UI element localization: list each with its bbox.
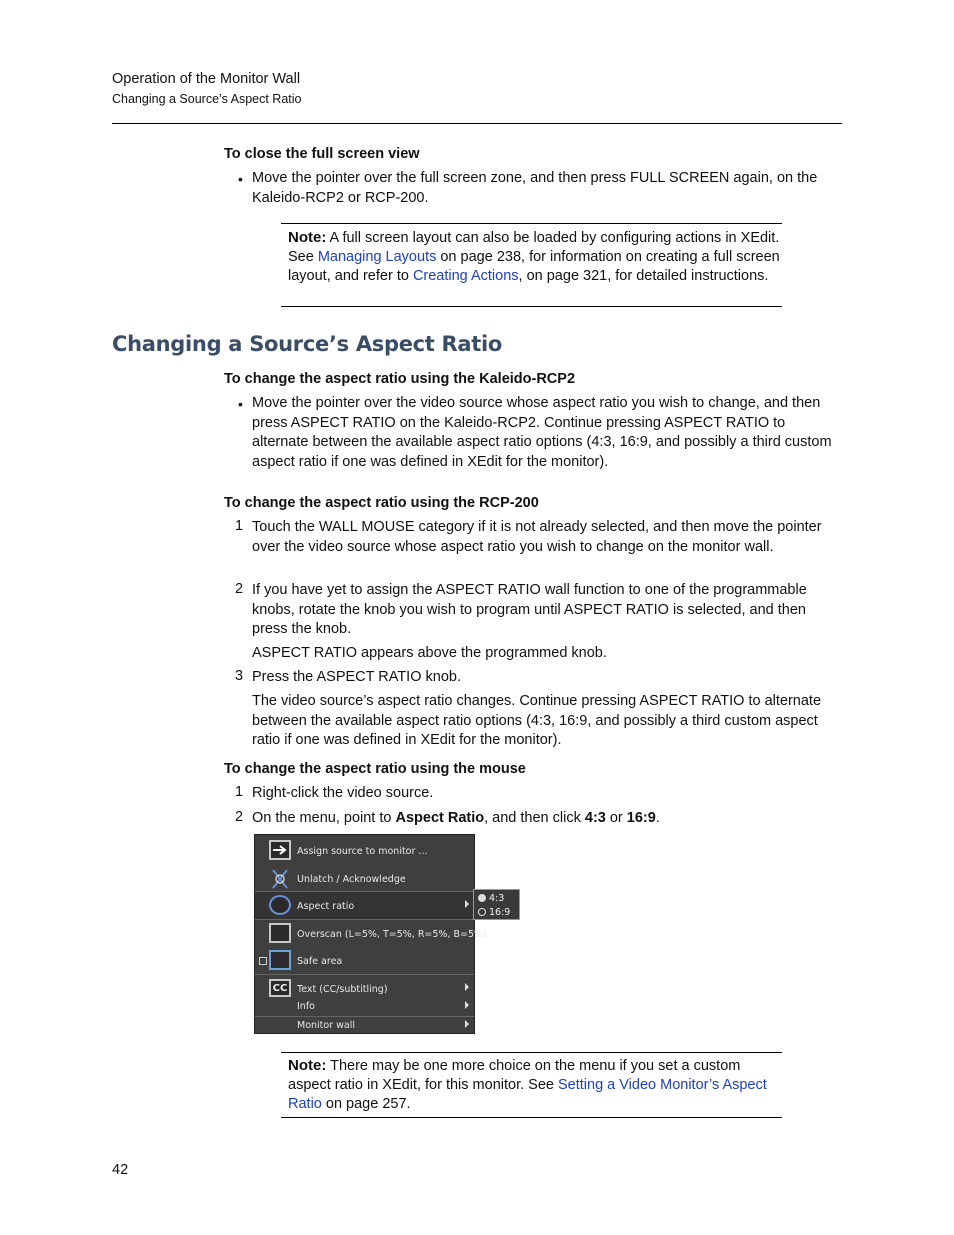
link-creating-actions[interactable]: Creating Actions (412, 268, 519, 284)
menu-item-overscan[interactable]: Overscan (L=5%, T=5%, R=5%, B=5%) (255, 920, 474, 947)
bullet-text: Move the pointer over the video source whose aspect ratio you wish to change, and then press ASPECT RATIO on the Kaleido-RCP2. Continue pressing ASPECT RATIO to alternate between the available aspect ratio options (4:3, 16:9, and possibly a third custom aspect ratio if one was defined in XEdit for the monitor). (252, 395, 832, 470)
submenu-arrow-icon (465, 900, 469, 908)
menu-item-safe-area[interactable]: Safe area (255, 947, 474, 974)
note-box (281, 1052, 782, 1118)
note-label: Note: (288, 1057, 327, 1074)
bullet-marker: • (238, 396, 243, 412)
menu-item-unlatch[interactable]: Unlatch / Acknowledge (255, 865, 474, 892)
step-text: Right-click the video source. (252, 785, 434, 801)
step-result: The video source’s aspect ratio changes. Continue pressing ASPECT RATIO to alternate between the available aspect ratio options (4:3, 16:9, and possibly a third custom aspect ratio if one was defined in XEdit for the monitor). (252, 693, 822, 748)
procedure-title-mouse: To change the aspect ratio using the mouse (224, 761, 526, 777)
submenu-arrow-icon (465, 1001, 469, 1009)
arrow-right-icon (269, 840, 291, 860)
page-number: 42 (112, 1162, 129, 1178)
procedure-title-rcp2: To change the aspect ratio using the Kaleido-RCP2 (224, 371, 576, 387)
step-number: 2 (235, 581, 244, 597)
note-label: Note: (288, 229, 327, 246)
menu-item-info[interactable]: Info (255, 997, 474, 1015)
step-text: Press the ASPECT RATIO knob. (252, 669, 461, 685)
step-text: On the menu, point to Aspect Ratio, and then click 4:3 or 16:9. (252, 810, 660, 826)
bullet-marker: • (238, 171, 243, 187)
menu-item-assign-source[interactable]: Assign source to monitor ... (255, 837, 474, 864)
procedure-title-rcp200: To change the aspect ratio using the RCP-200 (224, 495, 539, 511)
step-number: 1 (235, 518, 244, 534)
submenu-arrow-icon (465, 1020, 469, 1028)
running-header-section: Changing a Source’s Aspect Ratio (112, 92, 302, 106)
submenu-option-4-3[interactable]: 4:3 (478, 893, 504, 904)
overscan-icon (269, 923, 291, 943)
link-managing-layouts[interactable]: Managing Layouts (317, 249, 437, 265)
safe-area-icon (269, 950, 291, 970)
step-number: 2 (235, 809, 244, 825)
aspect-ratio-icon (269, 895, 291, 915)
procedure-title-close-full-screen: To close the full screen view (224, 146, 420, 162)
note-text: Note: There may be one more choice on the menu if you set a custom aspect ratio in XEdit, for this monitor. See Setting a Video Monitor’s Aspect Ratio on page 257. (288, 1057, 767, 1112)
aspect-ratio-submenu (473, 889, 520, 920)
step-result: ASPECT RATIO appears above the programmed knob. (252, 645, 607, 661)
menu-item-aspect-ratio[interactable]: Aspect ratio (255, 892, 474, 919)
unlatch-icon (269, 868, 291, 888)
radio-selected-icon (478, 894, 486, 902)
bullet-text: Move the pointer over the full screen zone, and then press FULL SCREEN again, on the Kaleido-RCP2 or RCP-200. (252, 170, 818, 206)
step-text: If you have yet to assign the ASPECT RATIO wall function to one of the programmable knobs, rotate the knob you wish to program until ASPECT RATIO is selected, and then press the knob. (252, 582, 807, 637)
radio-empty-icon (478, 908, 486, 916)
menu-item-text-cc[interactable]: CC Text (CC/subtitling) (255, 975, 474, 1002)
closed-caption-icon: CC (269, 979, 291, 997)
header-rule (112, 123, 842, 124)
link-setting-video-monitor-aspect-ratio[interactable]: Setting a Video Monitor’s Aspect Ratio (288, 1077, 767, 1112)
note-box (281, 223, 782, 307)
step-number: 1 (235, 784, 244, 800)
menu-item-monitor-wall[interactable]: Monitor wall (255, 1017, 474, 1033)
step-text: Touch the WALL MOUSE category if it is not already selected, and then move the pointer over the video source whose aspect ratio you wish to change on the monitor wall. (252, 519, 822, 555)
submenu-option-16-9[interactable]: 16:9 (478, 907, 510, 918)
submenu-arrow-icon (465, 983, 469, 991)
section-heading: Changing a Source’s Aspect Ratio (112, 332, 503, 356)
step-number: 3 (235, 668, 244, 684)
checkbox-icon[interactable] (259, 957, 267, 965)
running-header-chapter: Operation of the Monitor Wall (112, 71, 301, 87)
note-text: Note: A full screen layout can also be loaded by configuring actions in XEdit. See Managing Layouts on page 238, for information on creating a full screen layout, and refer to Creating Actions, on page 321, for detailed instructions. (288, 229, 780, 284)
context-menu (254, 834, 487, 1034)
